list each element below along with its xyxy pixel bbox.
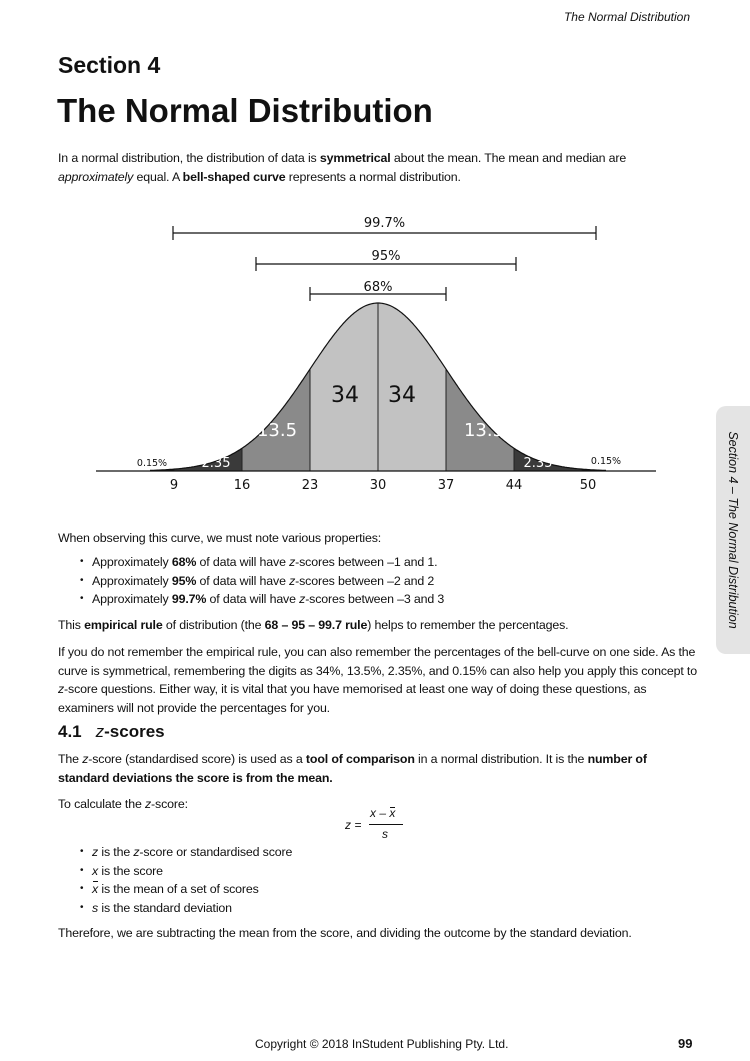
side-tab-label: Section 4 – The Normal Distribution [726, 431, 740, 629]
zscore-definition: The z-score (standardised score) is used as a tool of comparison in a normal distribution. It is the number of standard deviations the score is from the mean. [58, 752, 647, 785]
observe-paragraph: When observing this curve, we must note various properties: [58, 531, 382, 545]
region-label: 13.5 [463, 420, 505, 441]
section-label: Section 4 [58, 52, 161, 78]
region-label: 0.15% [590, 456, 622, 467]
list-item: • z is the z-score or standardised score [70, 843, 690, 862]
variables-list [70, 843, 690, 917]
region-label: 2.35 [201, 456, 231, 471]
list-item: • s is the standard deviation [70, 899, 690, 918]
bell-curve-chart [90, 205, 660, 505]
formula-denominator: s [382, 827, 388, 841]
list-item: • Approximately 95% of data will have z-scores between –2 and 2 [70, 572, 690, 591]
list-item: • Approximately 68% of data will have z-scores between –1 and 1. [70, 553, 690, 572]
list-item: • Approximately 99.7% of data will have z-scores between –3 and 3 [70, 590, 690, 609]
x-tick-label: 44 [505, 478, 523, 493]
page-number: 99 [678, 1036, 693, 1051]
subsection-heading: 4.1 z-scores [58, 722, 165, 741]
calc-paragraph: To calculate the z-score: [58, 797, 188, 811]
intro-paragraph: In a normal distribution, the distribution of data is symmetrical about the mean. The mean and median are approximately equal. A bell-shaped curve represents a normal distribution. [58, 151, 627, 184]
region-label: 34 [388, 383, 416, 408]
rule-paragraph: This empirical rule of distribution (the 68 – 95 – 99.7 rule) helps to remember the percentages. [58, 618, 569, 632]
therefore-paragraph: Therefore, we are subtracting the mean from the score, and dividing the outcome by the standard deviation. [58, 926, 632, 940]
x-tick-label: 23 [301, 478, 319, 493]
region-label: 2.35 [523, 456, 553, 471]
formula-lhs: z = [345, 818, 362, 832]
empirical-list [70, 553, 690, 609]
x-tick-label: 50 [579, 478, 597, 493]
x-tick-label: 30 [369, 478, 387, 493]
region-label: 34 [331, 383, 359, 408]
zscore-formula [345, 806, 415, 848]
x-tick-label: 9 [169, 478, 179, 493]
footer-copyright: Copyright © 2018 InStudent Publishing Pty. Ltd. [255, 1037, 509, 1051]
x-tick-label: 16 [233, 478, 251, 493]
list-item: • x is the mean of a set of scores [70, 880, 690, 899]
bracket-label: 99.7% [363, 216, 406, 231]
page-title: The Normal Distribution [57, 92, 433, 129]
region-label: 13.5 [256, 420, 298, 441]
bracket-label: 68% [363, 280, 393, 295]
x-tick-label: 37 [437, 478, 455, 493]
list-item: • x is the score [70, 862, 690, 881]
bracket-label: 95% [371, 249, 401, 264]
formula-numerator: x – x [370, 806, 396, 820]
remember-paragraph: If you do not remember the empirical rule, you can also remember the percentages of the bell-curve on one side. As the curve is symmetrical, remembering the digits as 34%, 13.5%, 2.35%, and 0.15% can also help you apply this concept to z-score questions. Either way, it is vital that you have memorised at least one way of doing these questions, as examiners will not provide the percentages for you. [58, 645, 697, 715]
bell-curve-figure [90, 205, 660, 505]
running-header: The Normal Distribution [563, 10, 690, 24]
fraction-bar [369, 824, 403, 825]
region-label: 0.15% [136, 458, 168, 469]
section-side-tab[interactable] [716, 406, 750, 654]
